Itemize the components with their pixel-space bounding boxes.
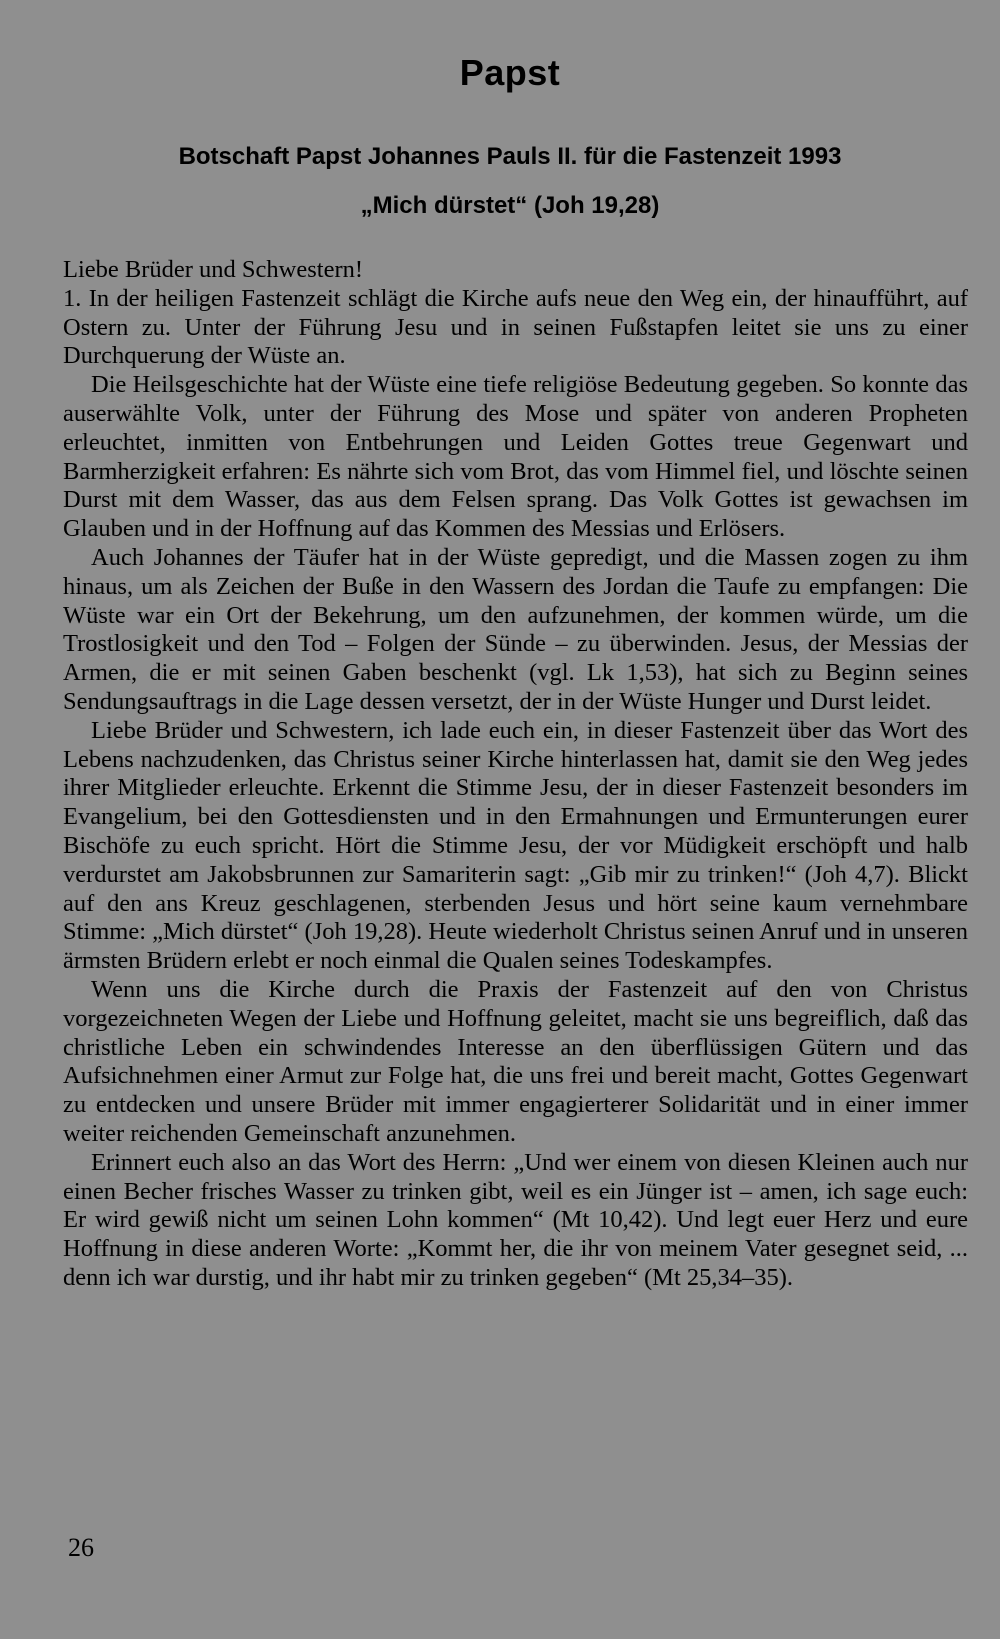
paragraph-1: 1. In der heiligen Fastenzeit schlägt die Kirche aufs neue den Weg ein, der hinaufführt, auf Ostern zu. Unter der Führung Jesu und in seinen Fußstapfen leitet sie uns zu einer Durchquerung der Wüste an. (63, 284, 968, 370)
paragraph-5: Wenn uns die Kirche durch die Praxis der Fastenzeit auf den von Christus vorgezeichneten Wegen der Liebe und Hoffnung geleitet, macht sie uns begreiflich, daß das christliche Leben ein schwindendes Interesse an den überflüssigen Gütern und das Aufsichnehmen einer Armut zur Folge hat, die uns frei und bereit macht, Gottes Gegenwart zu entdecken und unsere Brüder mit immer engagierterer Solidarität und in einer immer weiter reichenden Gemeinschaft anzunehmen. (63, 975, 968, 1147)
page-number: 26 (68, 1533, 94, 1562)
paragraph-4: Liebe Brüder und Schwestern, ich lade euch ein, in dieser Fastenzeit über das Wort des Lebens nachzudenken, das Christus seiner Kirche hinterlassen hat, damit sie den Weg jedes ihrer Mitglieder erleuchte. Erkennt die Stimme Jesu, der in dieser Fastenzeit besonders im Evangelium, bei den Gottesdiensten und in den Ermahnungen und Ermunterungen eurer Bischöfe zu euch spricht. Hört die Stimme Jesu, der vor Müdigkeit erschöpft und halb verdurstet am Jakobsbrunnen zur Samariterin sagt: „Gib mir zu trinken!“ (Joh 4,7). Blickt auf den ans Kreuz geschlagenen, sterbenden Jesus und hört seine kaum vernehmbare Stimme: „Mich dürstet“ (Joh 19,28). Heute wiederholt Christus seinen Anruf und in unseren ärmsten Brüdern erlebt er noch einmal die Qualen seines Todeskampfes. (63, 716, 968, 975)
salutation: Liebe Brüder und Schwestern! (63, 256, 364, 283)
paragraph-6: Erinnert euch also an das Wort des Herrn: „Und wer einem von diesen Kleinen auch nur einen Becher frisches Wasser zu trinken gibt, weil es ein Jünger ist – amen, ich sage euch: Er wird gewiß nicht um seinen Lohn kommen“ (Mt 10,42). Und legt euer Herz und eure Hoffnung in diese anderen Worte: „Kommt her, die ihr von meinem Vater gesegnet seid, ... denn ich war durstig, und ihr habt mir zu trinken gegeben“ (Mt 25,34–35). (63, 1148, 968, 1291)
body-text (63, 256, 968, 1293)
paragraph-3: Auch Johannes der Täufer hat in der Wüste gepredigt, und die Massen zogen zu ihm hinaus, um als Zeichen der Buße in den Wassern des Jordan die Taufe zu empfangen: Die Wüste war ein Ort der Bekehrung, um den aufzunehmen, der kommen würde, um die Trostlosigkeit und den Tod – Folgen der Sünde – zu überwinden. Jesus, der Messias der Armen, die er mit seinen Gaben beschenkt (vgl. Lk 1,53), hat sich zu Beginn seines Sendungsauftrags in die Lage dessen versetzt, der in der Wüste Hunger und Durst leidet. (63, 543, 968, 715)
document-title: Botschaft Papst Johannes Pauls II. für die Fastenzeit 1993 (178, 143, 842, 170)
paragraph-2: Die Heilsgeschichte hat der Wüste eine tiefe religiöse Bedeutung gegeben. So konnte das auserwählte Volk, unter der Führung des Mose und später von anderen Propheten erleuchtet, inmitten von Entbehrungen und Leiden Gottes treue Gegenwart und Barmherzigkeit erfahren: Es nährte sich vom Brot, das vom Himmel fiel, und löschte seinen Durst mit dem Wasser, das aus dem Felsen sprang. Das Volk Gottes ist gewachsen im Glauben und in der Hoffnung auf das Kommen des Messias und Erlösers. (63, 371, 968, 543)
section-header: Papst (459, 52, 561, 93)
document-subtitle: „Mich dürstet“ (Joh 19,28) (360, 192, 660, 219)
